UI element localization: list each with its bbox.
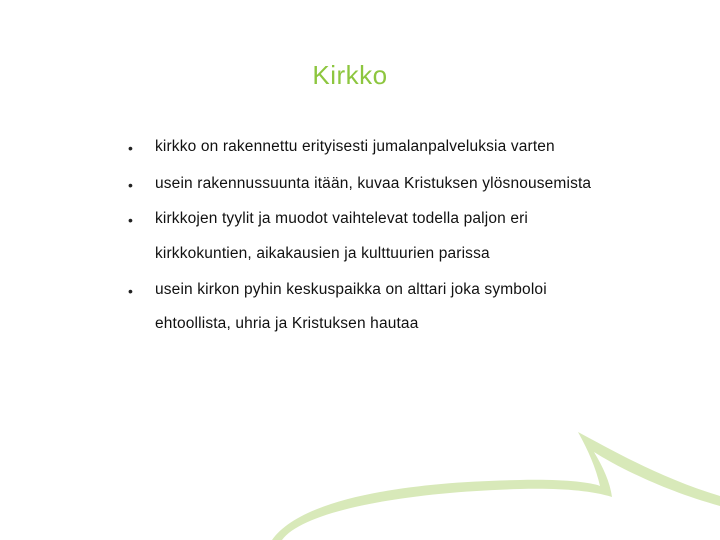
- bullet-2-line-1: usein rakennussuunta itään, kuvaa Kristuksen ylösnousemista: [155, 175, 592, 192]
- bullet-dot: •: [128, 177, 133, 193]
- bullet-3-line-2: kirkkokuntien, aikakausien ja kulttuurien parissa: [155, 245, 490, 262]
- bullet-4-line-1: usein kirkon pyhin keskuspaikka on alttari joka symboloi: [155, 281, 547, 298]
- bullet-4-line-2: ehtoollista, uhria ja Kristuksen hautaa: [155, 315, 419, 332]
- bullet-1-line-1: kirkko on rakennettu erityisesti jumalanpalveluksia varten: [155, 138, 555, 155]
- slide-title: Kirkko: [312, 60, 388, 90]
- bullet-dot: •: [128, 212, 133, 228]
- swoosh-shape: [272, 432, 720, 540]
- bullet-dot: •: [128, 140, 133, 156]
- bullet-dot: •: [128, 283, 133, 299]
- bullet-3-line-1: kirkkojen tyylit ja muodot vaihtelevat todella paljon eri: [155, 210, 528, 227]
